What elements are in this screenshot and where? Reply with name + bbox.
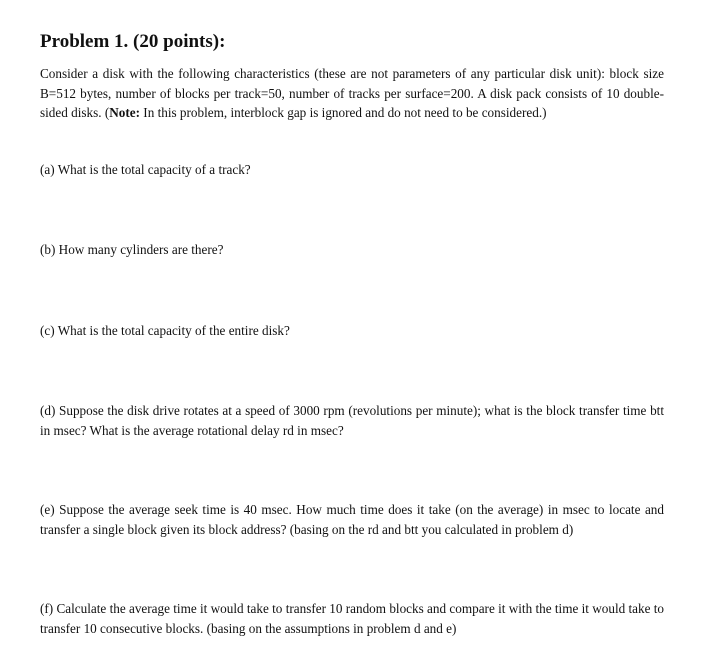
question-a: (a) What is the total capacity of a track? (40, 162, 251, 177)
document-page (40, 0, 664, 649)
problem-description (40, 64, 664, 123)
note-label: Note: (109, 105, 140, 120)
question-e: (e) Suppose the average seek time is 40 msec. How much time does it take (on the average) in msec to locate and transfer a single block given its block address? (basing on the rd and btt you calculated in problem d) (40, 502, 664, 537)
question-f: (f) Calculate the average time it would take to transfer 10 random blocks and compare it with the time it would take to transfer 10 consecutive blocks. (basing on the assumptions in problem d and e) (40, 601, 665, 636)
question-d: (d) Suppose the disk drive rotates at a speed of 3000 rpm (revolutions per minute); what is the block transfer time btt in msec? What is the average rotational delay rd in msec? (40, 403, 664, 438)
question-b: (b) How many cylinders are there? (40, 242, 224, 257)
intro-text-part1: Consider a disk with the following characteristics (these are not parameters of any particular disk unit): block size B=512 bytes, number of blocks per track=50, number of tracks per surface=200. A disk pack consists of 10 double-sided disks. ( (40, 66, 664, 120)
question-c: (c) What is the total capacity of the entire disk? (40, 323, 290, 338)
problem-title: Problem 1. (20 points): (40, 31, 226, 52)
intro-text-part2: In this problem, interblock gap is ignored and do not need to be considered.) (140, 105, 547, 120)
